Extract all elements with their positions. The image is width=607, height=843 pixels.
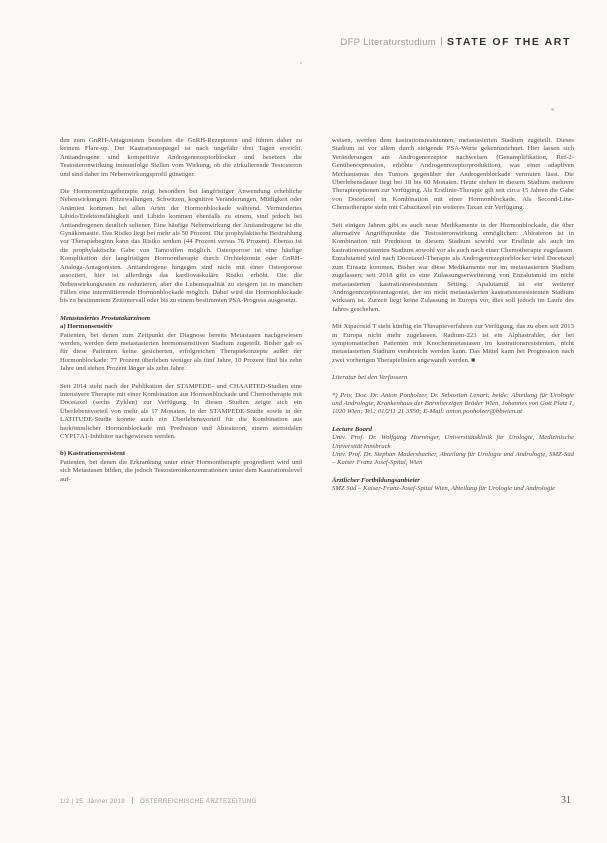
board-member: Univ. Prof. Dr. Wolfgang Horninger, Universitätsklinik für Urologie, Medizinische Universität Innsbruck: [332, 434, 574, 450]
paragraph: [332, 323, 574, 365]
issue-date: 1/2 | 25. Jänner 2019: [60, 799, 126, 805]
provider-info: SMZ Süd – Kaiser-Franz-Josef-Spital Wien, Abteilung für Urologie und Andrologie: [332, 485, 556, 493]
author-info: *) Priv. Doz. Dr. Anton Ponholzer, Dr. Sebastian Lenart; beide: Abteilung für Urologie und Andrologie, Krankenhaus der Barmherzigen Brüder Wien, Johannes von Gott Platz 1, 1020 Wien; Tel.: 01/211 21 3550; E-Mail: anton.ponholzer@bbwien.at: [332, 391, 574, 416]
page-footer: [60, 797, 571, 805]
provider-heading: Ärztlicher Fortbildungsanbieter: [332, 476, 420, 484]
page-number: 31: [561, 795, 571, 806]
header-divider: [441, 37, 442, 46]
right-column: [332, 137, 574, 503]
section-label: DFP Literaturstudium: [340, 37, 437, 48]
paragraph: Patienten, bei denen zum Zeitpunkt der Diagnose bereits Metastasen nachgewiesen werden, werden dem metastasierten hormonsensitiven Stadium zugeteilt. Bisher gab es für diese Patienten keine gesicherten, erfolgreichen Therapiekonzepte außer der Hormonblockade: 77 Prozent überleben weniger als fünf Jahre, 10 Prozent fünf bis zehn Jahre und sieben Prozent länger als zehn Jahre.: [60, 331, 302, 373]
lecture-board-heading: Lecture Board: [332, 425, 372, 433]
board-member: Univ. Prof. Dr. Stephan Madersbacher, Abteilung für Urologie und Andrologie, SMZ-Süd – Kaiser Franz Josef-Spital, Wien: [332, 451, 574, 467]
section-heading: Metastasiertes Prostatakarzinom: [60, 314, 151, 322]
subsection-heading: b) Kastrationsresistent: [60, 450, 126, 458]
paper-speck: [300, 62, 302, 64]
paragraph-text: Mit Xipacosid T steht künftig ein Therapieverfahren zur Verfügung, das zu eben seit 2013 in Europa nicht mehr zugelassen. Radium-223 ist ein Alphastrahler, der bei symptomatischen Patienten mit Knochenmetastasen im kastrationsresistenten, nicht metastasierten Stadium verabreicht werden kann. Das Mittel kann bei Progression nach zwei vorherigen Therapielinien angewandt werden.: [332, 323, 574, 364]
literature-note: Literatur bei den Verfassern: [332, 374, 408, 382]
journal-name: ÖSTERREICHISCHE ÄRZTEZEITUNG: [140, 799, 257, 805]
section-title: STATE OF THE ART: [447, 36, 571, 48]
paragraph: weisen, werden dem kastrationsresistenten, metastasierten Stadium zugeteilt. Dieses Stadium ist vor allem durch steigende PSA-Werte gekennzeichnet. Hier lassen sich Veränderungen am Androgenrezeptor nachweisen (Genamplifikation, Ref-2-Genüberexpression, erhöhte Androgenrezeptorproduktion), was einer adaptiven Mechanismus des Tumors gegenüber der Androgenblockade vermuten lässt. Die Überlebensdauer liegt bei 18 bis 60 Monaten. Heute stehen in diesem Stadium mehrere Therapieoptionen zur Verfügung. Als Erstlinie-Therapie gilt seit circa 15 Jahren die Gabe von Docetaxel in Kombination mit einer Hormonblockade. Als Second-Line-Chemotherapie steht mit Cabazitaxel ein weiteres Taxan zur Verfügung.: [332, 137, 574, 212]
paper-speck: [551, 108, 554, 111]
paragraph: Seit einigen Jahren gibt es auch neue Medikamente in der Hormonblockade, die über alternative Angriffspunkte die Testosteronwirkung ermöglichen: Abirateron ist in Kombination mit Prednison in diesem Stadium sowohl vor Erstlinie als auch im kastrationsresistenten Stadium sowohl vor als auch nach einer Chemotherapie zugelassen. Enzalutamid wird nach Docetaxel-Therapie als Androgenrezeptorblocker wird Docetaxel zum Einsatz kommen. Bisher war diese Medikamente nur im metastasierten Stadium zugelassen; seit 2018 gibt es eine Zulassungserweiterung von Enzalutamid im nicht metastasierten kastrationsresistenten Setting. Apalutamid ist ein weiterer Androgenrezeptorantagonist, der im nicht metastasierten kastrationsresistenten Stadium wirksam ist. Zurzeit liegt keine Zulassung in Europa vor, dies soll jedoch im Laufe des Jahres geschehen.: [332, 221, 574, 313]
paragraph: den zum GnRH-Antagonisten bestehen die GnRH-Rezeptoren und führen daher zu keinem Flare-up. Der Kastrationsspiegel ist nach ungefähr drei Tagen erreicht. Antiandrogene sind kompetitive Androgenrezeptorblocker und besetzen die Testosteronwirkung immunfolge Stellen vom Wirkung, ob die zirkulierende Testosteron und sind daher im Nebenwirkungsprofil günstiger.: [60, 137, 302, 178]
footer-divider: [132, 797, 133, 804]
paragraph: Die Hormonentzugstherapie zeigt besonders bei langfristiger Anwendung erhebliche Nebenwirkungen: Hitzewallungen, Schwitzen, kognitive Veränderungen, Müdigkeit oder Anämien kommen bei allen Arten der Hormonblockade während. Vermindertes Libido/Erektionsfähigkeit und Libido kommen ebenfalls zu einem, sind jedoch bei Antiandrogenen deutlich seltener. Eine häufige Nebenwirkung der Antiandrogene ist die Gynäkomastie. Das Risiko liegt bei mehr als 50 Prozent. Die prophylaktische Bestrahlung vor Therapiebeginn kann das Risiko senken (44 Prozent versus 76 Prozent). Ebenso ist die prophylaktische Gabe von Tamoxifen möglich. Osteoporose ist eine häufige Komplikation der langfristigen Hormontherapie durch Orchiektomie oder GnRH-Analoga-Antagonisten. Antiandrogene hingegen sind nicht mit einer Osteoporose assoziiert, hier ist allerdings das kardiovaskuläre Risiko erhöht. Die die Nebenwirkungsraten zu reduzieren, aber die Lebensqualität zu steigern ist in manchen Fällen eine intermittierende Hormonblockade möglich. Dabei wird die Hormonblockade bis zu bestimmtem Zeitintervall oder bis zu einem bestimmten PSA-Progress ausgesetzt.: [60, 188, 302, 305]
end-mark: ■: [471, 356, 476, 364]
paragraph: Seit 2014 steht nach der Publikation der STAMPEDE- und CHAARTED-Studien eine intensivere Therapie mit einer Kombination aus Hormonblockade und Chemotherapie mit Docetaxel (sechs Zyklen) zur Verfügung. In diesen Studien zeigte sich ein Überlebensvorteil von mehr als 17 Monaten. In der STAMPEDE-Studie sowie in der LATITUDE-Studie konnte auch ein Überlebensvorteil für die Kombination aus herkömmlicher Hormonblockade mit Prednison und Abirateron, einem steroidalen CYP17A1-Inhibitor nachgewiesen werden.: [60, 382, 302, 440]
paragraph: Patienten, bei denen die Erkrankung unter einer Hormontherapie progredient wird und sich Metastasen bilden, die jedoch Testosteronkonzentrationen unter dem Kastrationslevel auf-: [60, 458, 302, 483]
subsection-heading: a) Hormonsensitiv: [60, 323, 113, 331]
left-column: [60, 137, 302, 493]
page-header: [340, 36, 571, 48]
